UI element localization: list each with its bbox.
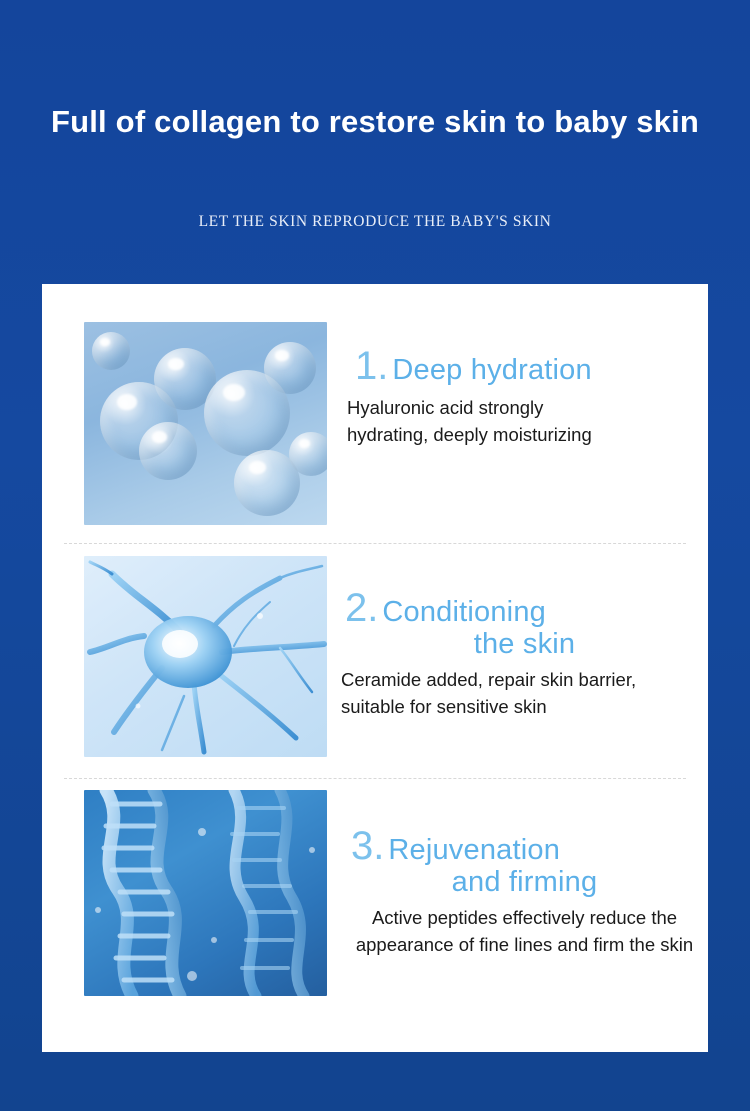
feature-description-line: Active peptides effectively reduce the xyxy=(371,907,678,929)
feature-row xyxy=(42,556,708,772)
neuron-illustration xyxy=(84,556,327,757)
feature-number: 2. xyxy=(345,586,379,630)
feature-description-line: Hyaluronic acid strongly xyxy=(347,396,544,418)
feature-title: Deep hydration xyxy=(392,354,592,386)
feature-description xyxy=(341,395,708,449)
feature-description-line: suitable for sensitive skin xyxy=(341,696,547,718)
feature-title: Conditioning xyxy=(382,596,546,628)
feature-title-second-line: and firming xyxy=(451,865,598,898)
feature-title-second-line: the skin xyxy=(473,627,576,660)
feature-description xyxy=(341,667,708,721)
feature-text xyxy=(341,790,708,959)
feature-description-line: hydrating, deeply moisturizing xyxy=(347,423,592,445)
dna-strand-photo xyxy=(84,790,327,996)
page-title: Full of collagen to restore skin to baby skin xyxy=(50,104,700,139)
feature-row xyxy=(42,790,708,1014)
feature-number: 1. xyxy=(355,344,389,388)
page-subtitle: LET THE SKIN REPRODUCE THE BABY'S SKIN xyxy=(198,213,552,230)
bubbles-photo xyxy=(84,322,327,525)
divider xyxy=(64,778,686,779)
feature-description-line: Ceramide added, repair skin barrier, xyxy=(341,669,637,691)
divider xyxy=(64,543,686,544)
feature-description xyxy=(341,905,708,959)
dna-illustration xyxy=(84,790,327,996)
feature-number: 3. xyxy=(351,824,385,868)
neuron-cell-photo xyxy=(84,556,327,757)
feature-title: Rejuvenation xyxy=(388,834,561,866)
feature-row xyxy=(42,322,708,536)
features-card xyxy=(42,284,708,1052)
feature-text xyxy=(341,556,708,721)
feature-description-line: appearance of fine lines and firm the skin xyxy=(355,934,694,956)
feature-text xyxy=(341,322,708,449)
